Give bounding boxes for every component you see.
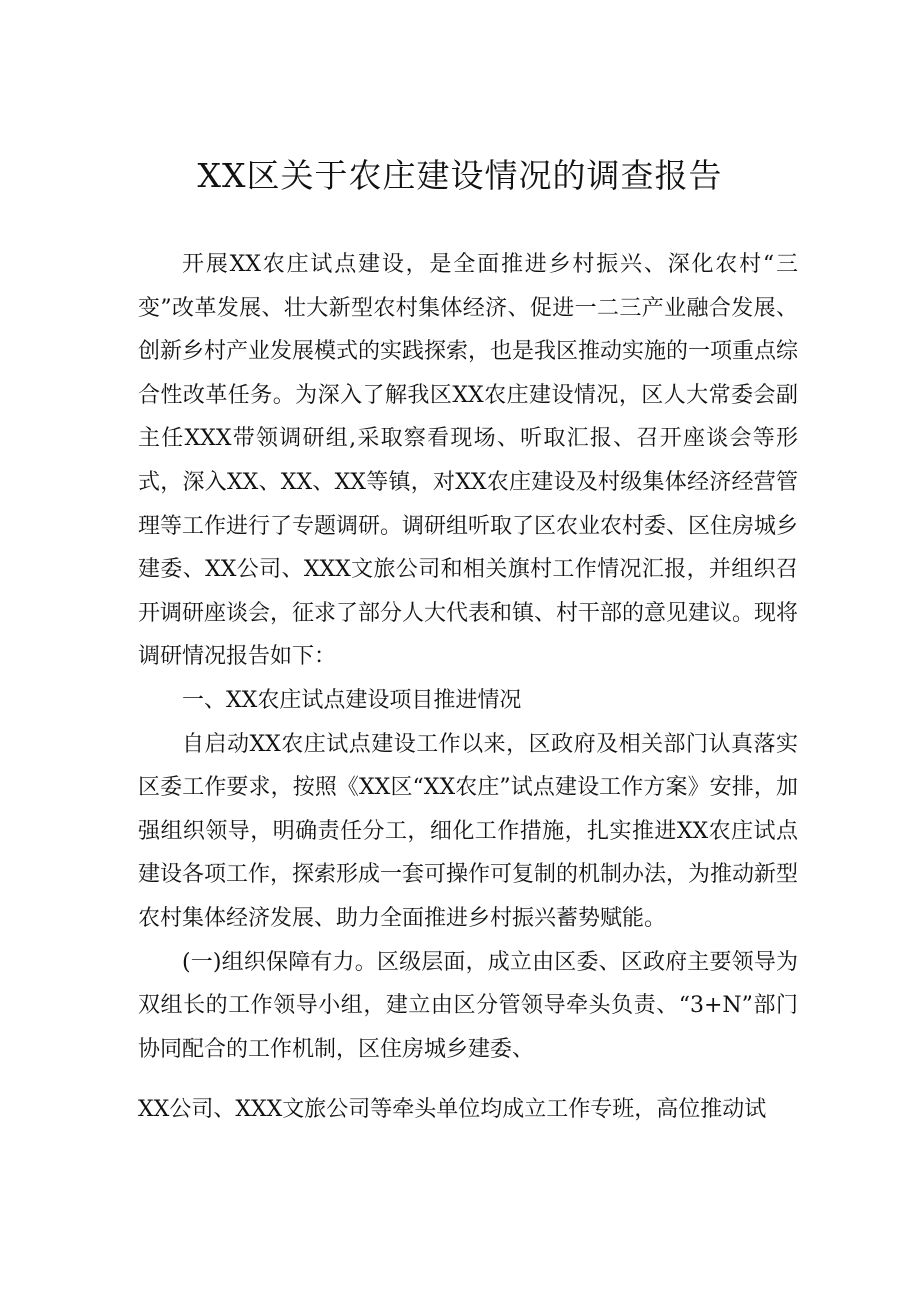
section-paragraph: 自启动XX农庄试点建设工作以来，区政府及相关部门认真落实区委工作要求，按照《XX区“XX农庄”试点建设工作方案》安排，加强组织领导，明确责任分工，细化工作措施，扎实推进XX农庄试点建设各项工作，探索形成一套可操作可复制的机制办法，为推动新型农村集体经济发展、助力全面推进乡村振兴蓄势赋能。 — [138, 731, 799, 931]
continuation-paragraph: XX公司、XXX文旅公司等牵头单位均成立工作专班，高位推动试 — [138, 1097, 767, 1122]
section-heading: 一、XX农庄试点建设项目推进情况 — [182, 687, 522, 713]
subsection-paragraph: (一)组织保障有力。区级层面，成立由区委、区政府主要领导为双组长的工作领导小组，建立由区分管领导牵头负责、“3+N”部门协同配合的工作机制，区住房城乡建委、 — [138, 949, 798, 1062]
document-body — [138, 243, 798, 1071]
continuation-block — [138, 1088, 798, 1132]
document-title: XX区关于农庄建设情况的调查报告 — [197, 156, 723, 195]
intro-paragraph: 开展XX农庄试点建设，是全面推进乡村振兴、深化农村“三变”改革发展、壮大新型农村集体经济、促进一二三产业融合发展、创新乡村产业发展模式的实践探索，也是我区推动实施的一项重点综合性改革任务。为深入了解我区XX农庄建设情况，区人大常委会副主任XXX带领调研组,采取察看现场、听取汇报、召开座谈会等形式，深入XX、XX、XX等镇，对XX农庄建设及村级集体经济经营管理等工作进行了专题调研。调研组听取了区农业农村委、区住房城乡建委、XX公司、XXX文旅公司和相关旗村工作情况汇报，并组织召开调研座谈会，征求了部分人大代表和镇、村干部的意见建议。现将调研情况报告如下： — [138, 252, 799, 670]
